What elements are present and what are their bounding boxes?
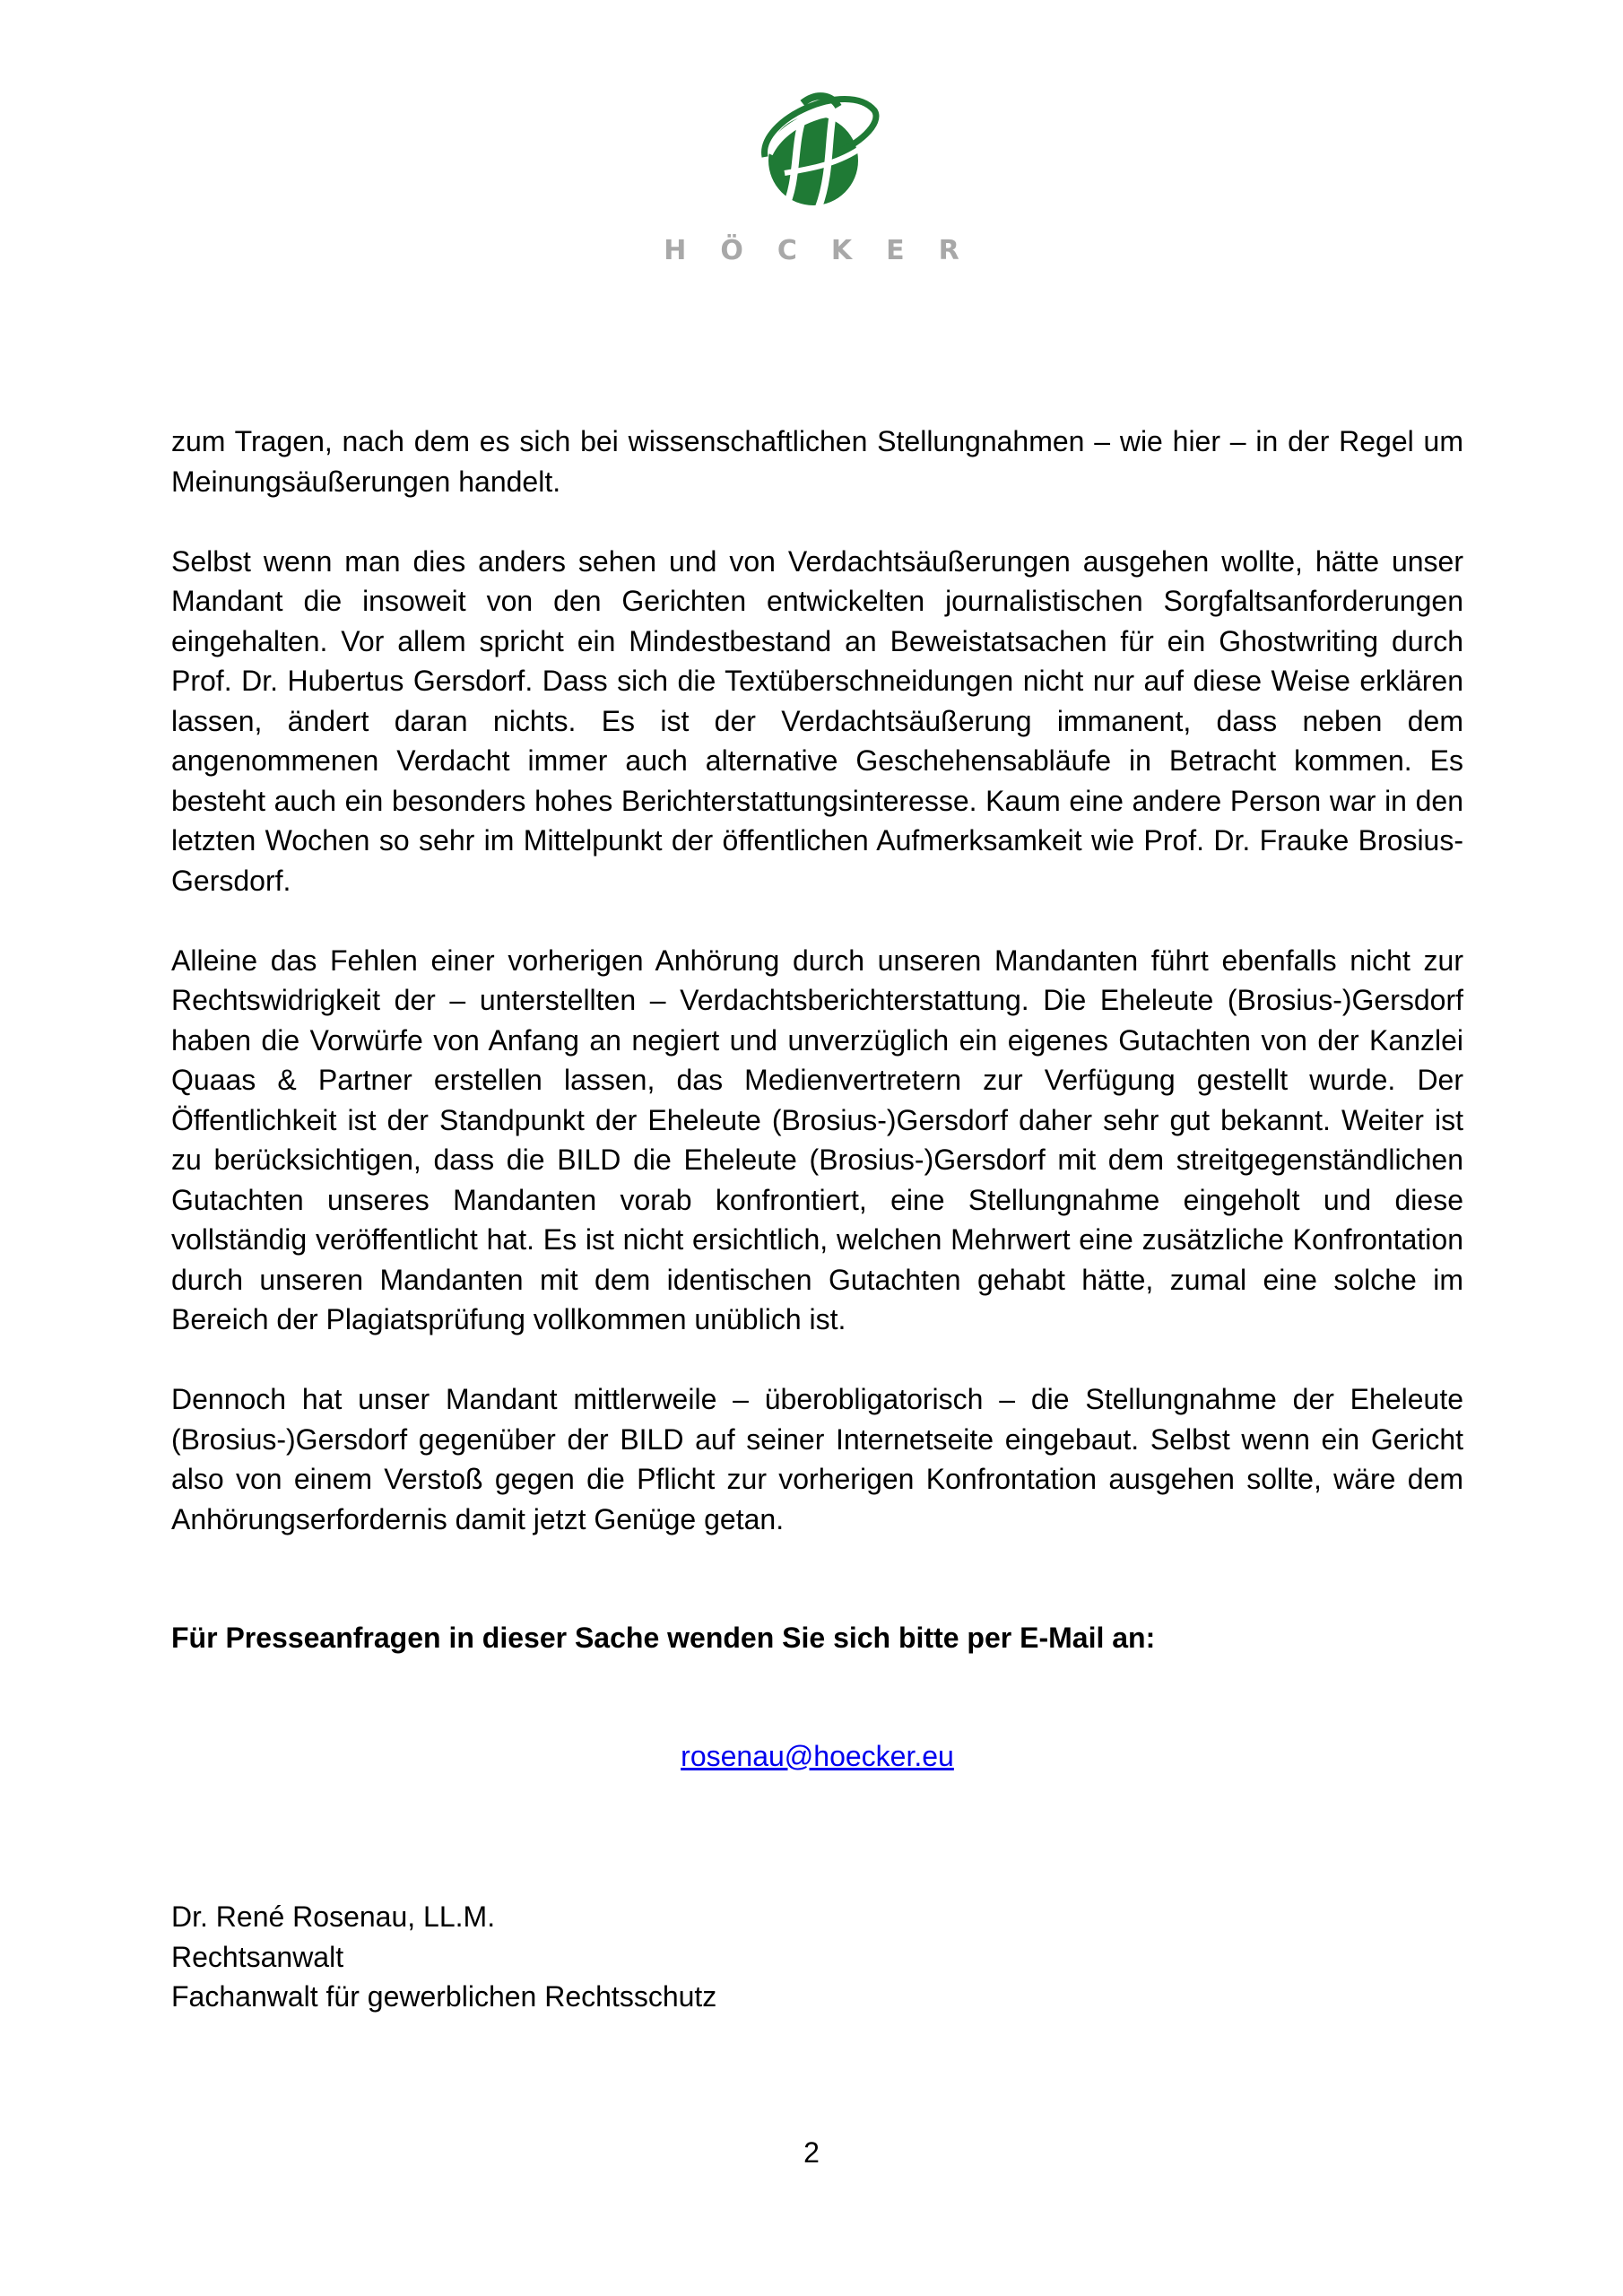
paragraph-4: Dennoch hat unser Mandant mittlerweile – überobligatorisch – die Stellungnahme der Eheleute (Brosius-)Gersdorf gegenüber der BILD auf seiner Internetseite eingebaut. Selbst wenn ein Gericht also von einem Verstoß gegen die Pflicht zur vorherigen Konfrontation ausgehen sollte, wäre dem Anhörungserfordernis damit jetzt Genüge getan. (171, 1383, 1463, 1535)
signature-block (171, 1897, 1463, 2017)
paragraph-1: zum Tragen, nach dem es sich bei wissenschaftlichen Stellungnahmen – wie hier – in der Regel um Meinungsäußerungen handelt. (171, 425, 1463, 498)
page-number: 2 (803, 2136, 820, 2169)
hoecker-logo-icon (749, 83, 883, 218)
paragraph-3: Alleine das Fehlen einer vorherigen Anhörung durch unseren Mandanten führt ebenfalls nicht zur Rechtswidrigkeit der – unterstellten – Verdachtsberichterstattung. Die Eheleute (Brosius-)Gersdorf haben die Vorwürfe von Anfang an negiert und unverzüglich ein eigenes Gutachten von der Kanzlei Quaas & Partner erstellen lassen, das Medienvertretern zur Verfügung gestellt wurde. Der Öffentlichkeit ist der Standpunkt der Eheleute (Brosius-)Gersdorf daher sehr gut bekannt. Weiter ist zu berücksichtigen, dass die BILD die Eheleute (Brosius-)Gersdorf mit dem streitgegenständlichen Gutachten unseres Mandanten vorab konfrontiert, eine Stellungnahme eingeholt und diese vollständig veröffentlicht hat. Es ist nicht ersichtlich, welchen Mehrwert eine zusätzliche Konfrontation durch unseren Mandanten mit dem identischen Gutachten gehabt hätte, zumal eine solche im Bereich der Plagiatsprüfung vollkommen unüblich ist. (171, 944, 1463, 1335)
press-inquiry-heading: Für Presseanfragen in dieser Sache wenden Sie sich bitte per E-Mail an: (171, 1622, 1156, 1654)
signature-specialty: Fachanwalt für gewerblichen Rechtsschutz (171, 1980, 717, 2013)
globe-logo-icon (749, 83, 883, 218)
letter-body (171, 422, 1463, 2017)
company-wordmark: HÖCKER (664, 235, 994, 266)
signature-title: Rechtsanwalt (171, 1940, 344, 1973)
paragraph-2: Selbst wenn man dies anders sehen und von Verdachtsäußerungen ausgehen wollte, hätte unser Mandant die insoweit von den Gerichten entwickelten journalistischen Sorgfaltsanforderungen eingehalten. Vor allem spricht ein Mindestbestand an Beweistatsachen für ein Ghostwriting durch Prof. Dr. Hubertus Gersdorf. Dass sich die Textüberschneidungen nicht nur auf diese Weise erklären lassen, ändert daran nichts. Es ist der Verdachtsäußerung immanent, dass neben dem angenommenen Verdacht immer auch alternative Geschehensabläufe in Betracht kommen. Es besteht auch ein besonders hohes Berichterstattungsinteresse. Kaum eine andere Person war in den letzten Wochen so sehr im Mittelpunkt der öffentlichen Aufmerksamkeit wie Prof. Dr. Frauke Brosius-Gersdorf. (171, 544, 1463, 897)
email-container (171, 1736, 1463, 1777)
email-link[interactable]: rosenau@hoecker.eu (681, 1739, 954, 1772)
signature-name: Dr. René Rosenau, LL.M. (171, 1900, 496, 1933)
